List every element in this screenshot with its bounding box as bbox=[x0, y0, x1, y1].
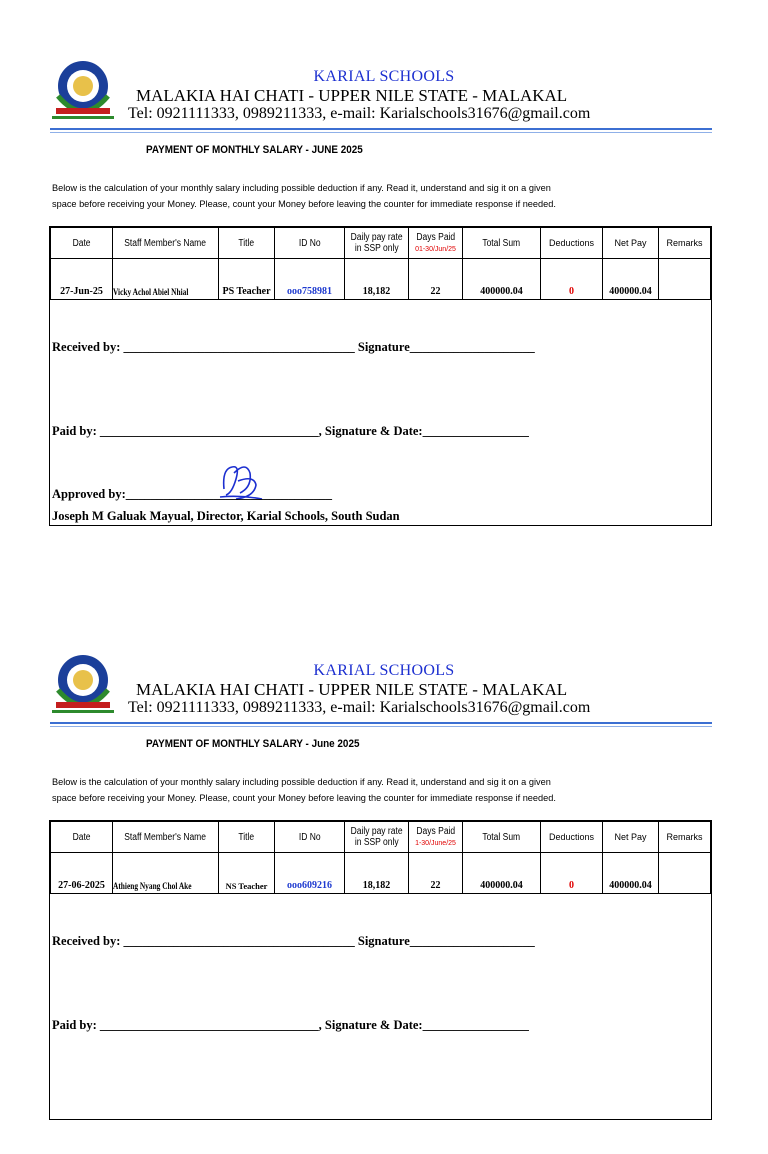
slip-title: PAYMENT OF MONTHLY SALARY - JUNE 2025 bbox=[146, 144, 363, 156]
col-header-net: Net Pay bbox=[603, 228, 659, 259]
col-header-rate: Daily pay rate in SSP only bbox=[345, 228, 409, 259]
school-logo bbox=[48, 56, 118, 124]
received-by-line: Received by: _____________________________________ Signature____________________ bbox=[52, 340, 535, 354]
header-divider bbox=[50, 722, 712, 724]
cell-days: 22 bbox=[409, 853, 463, 894]
paid-by-line: Paid by: ___________________________________, Signature & Date:_________________ bbox=[52, 424, 529, 438]
col-header-id: ID No bbox=[275, 822, 345, 853]
col-header-staff: Staff Member's Name bbox=[113, 822, 219, 853]
col-header-date: Date bbox=[51, 822, 113, 853]
cell-days: 22 bbox=[409, 259, 463, 300]
col-header-title: Title bbox=[219, 228, 275, 259]
received-by-line: Received by: _____________________________________ Signature____________________ bbox=[52, 934, 535, 948]
cell-title: NS Teacher bbox=[219, 853, 275, 894]
salary-slip-1 bbox=[0, 0, 768, 560]
school-address: MALAKIA HAI CHATI - UPPER NILE STATE - MALAKAL bbox=[136, 86, 568, 105]
col-header-deductions: Deductions bbox=[541, 228, 603, 259]
director-line: Joseph M Galuak Mayual, Director, Karial Schools, South Sudan bbox=[52, 509, 400, 523]
cell-date: 27-06-2025 bbox=[51, 853, 113, 894]
col-header-total: Total Sum bbox=[463, 822, 541, 853]
cell-net: 400000.04 bbox=[603, 853, 659, 894]
salary-slip-2 bbox=[0, 594, 768, 1154]
intro-line: space before receiving your Money. Please, count your Money before leaving the counter for immediate response if needed. bbox=[52, 793, 556, 803]
cell-deductions: 0 bbox=[541, 853, 603, 894]
approved-by-line: Approved by:_________________________________ bbox=[52, 487, 332, 501]
col-header-deductions: Deductions bbox=[541, 822, 603, 853]
col-header-remarks: Remarks bbox=[659, 822, 711, 853]
col-header-staff: Staff Member's Name bbox=[113, 228, 219, 259]
cell-net: 400000.04 bbox=[603, 259, 659, 300]
school-name: KARIAL SCHOOLS bbox=[313, 662, 455, 679]
cell-remarks bbox=[659, 259, 711, 300]
header-divider bbox=[50, 128, 712, 130]
col-header-title: Title bbox=[219, 822, 275, 853]
col-header-net: Net Pay bbox=[603, 822, 659, 853]
intro-text bbox=[52, 774, 702, 806]
col-header-days: Days Paid 01-30/Jun/25 bbox=[409, 228, 463, 259]
table-header-row bbox=[51, 228, 711, 259]
school-logo bbox=[48, 650, 118, 718]
cell-deductions: 0 bbox=[541, 259, 603, 300]
col-header-total: Total Sum bbox=[463, 228, 541, 259]
header-divider-thin bbox=[50, 726, 712, 727]
school-name: KARIAL SCHOOLS bbox=[313, 68, 455, 85]
salary-box bbox=[49, 226, 712, 526]
intro-line: Below is the calculation of your monthly salary including possible deduction if any. Read it, understand and sig it on a given bbox=[52, 183, 551, 193]
cell-total: 400000.04 bbox=[463, 853, 541, 894]
col-header-id: ID No bbox=[275, 228, 345, 259]
cell-id: ooo609216 bbox=[275, 853, 345, 894]
intro-line: Below is the calculation of your monthly salary including possible deduction if any. Read it, understand and sig it on a given bbox=[52, 777, 551, 787]
cell-title: PS Teacher bbox=[219, 259, 275, 300]
cell-date: 27-Jun-25 bbox=[51, 259, 113, 300]
intro-text bbox=[52, 180, 702, 212]
cell-staff: Athieng Nyang Chol Ake bbox=[113, 853, 219, 894]
cell-remarks bbox=[659, 853, 711, 894]
school-contact: Tel: 0921111333, 0989211333, e-mail: Karialschools31676@gmail.com bbox=[128, 699, 591, 716]
cell-staff: Vicky Achol Abiel Nhial bbox=[113, 259, 219, 300]
table-row bbox=[51, 853, 711, 894]
cell-rate: 18,182 bbox=[345, 259, 409, 300]
cell-total: 400000.04 bbox=[463, 259, 541, 300]
cell-id: ooo758981 bbox=[275, 259, 345, 300]
col-header-date: Date bbox=[51, 228, 113, 259]
header-divider-thin bbox=[50, 132, 712, 133]
intro-line: space before receiving your Money. Please, count your Money before leaving the counter for immediate response if needed. bbox=[52, 199, 556, 209]
col-header-days: Days Paid 1-30/June/25 bbox=[409, 822, 463, 853]
salary-table bbox=[50, 227, 711, 300]
slip-title: PAYMENT OF MONTHLY SALARY - June 2025 bbox=[146, 738, 360, 750]
school-address: MALAKIA HAI CHATI - UPPER NILE STATE - MALAKAL bbox=[136, 680, 568, 699]
col-header-remarks: Remarks bbox=[659, 228, 711, 259]
salary-box bbox=[49, 820, 712, 1120]
school-contact: Tel: 0921111333, 0989211333, e-mail: Karialschools31676@gmail.com bbox=[128, 105, 591, 122]
col-header-rate: Daily pay rate in SSP only bbox=[345, 822, 409, 853]
salary-table bbox=[50, 821, 711, 894]
table-header-row bbox=[51, 822, 711, 853]
paid-by-line: Paid by: ___________________________________, Signature & Date:_________________ bbox=[52, 1018, 529, 1032]
table-row bbox=[51, 259, 711, 300]
cell-rate: 18,182 bbox=[345, 853, 409, 894]
